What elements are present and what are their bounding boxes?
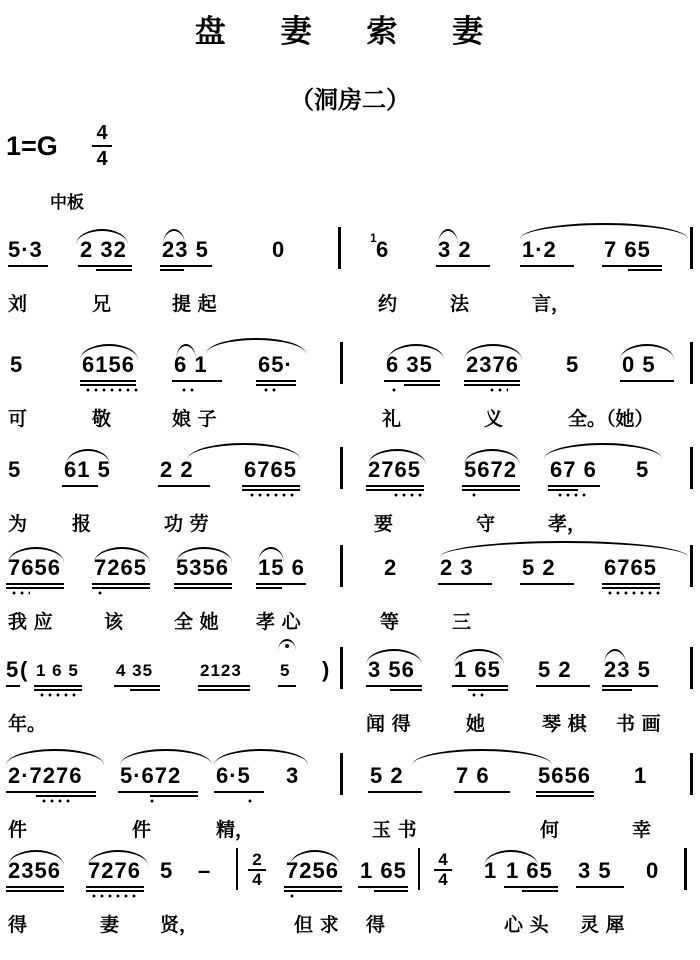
- lyric: 三: [452, 611, 472, 633]
- lyric: 件: [8, 819, 28, 841]
- note: 5: [160, 858, 174, 883]
- note: 3 5: [578, 858, 612, 883]
- key-signature: 1=G: [6, 131, 58, 161]
- time-signature-change: [248, 852, 266, 888]
- note: 5: [280, 661, 291, 680]
- note: 2376: [466, 352, 519, 377]
- lyric: 闻 得: [366, 713, 411, 735]
- note: 5 2: [538, 657, 572, 682]
- note: 23 5: [604, 657, 651, 682]
- note: 7276: [88, 858, 141, 883]
- note: 6765: [244, 457, 297, 482]
- note: 5: [6, 657, 20, 682]
- note: 15 6: [258, 555, 305, 580]
- note: 6: [376, 237, 390, 262]
- lyric: 该: [104, 611, 124, 633]
- lyric: 我 应: [8, 611, 53, 633]
- note: 2 32: [80, 237, 127, 262]
- note: 1: [634, 763, 648, 788]
- lyric: 但 求: [294, 914, 339, 936]
- note: 5 2: [522, 555, 556, 580]
- note: 1 65: [506, 858, 553, 883]
- note: 0 5: [622, 352, 656, 377]
- note: 61 5: [64, 457, 111, 482]
- score-row-6: [0, 753, 700, 863]
- note: 5672: [464, 457, 517, 482]
- note: 5·3: [8, 237, 43, 262]
- time-signature-change: [434, 852, 452, 888]
- time-signature-top: 4: [96, 122, 108, 144]
- time-signature-bottom: 4: [438, 870, 448, 889]
- note: 4 35: [116, 661, 154, 680]
- song-subtitle: （洞房二）: [290, 85, 410, 114]
- lyric: 孝 心: [256, 611, 301, 633]
- note: 7256: [286, 858, 339, 883]
- lyric: 心 头: [504, 914, 549, 936]
- lyric: 义: [484, 408, 504, 430]
- time-signature-bottom: 4: [96, 148, 108, 170]
- note: 6 35: [386, 352, 433, 377]
- lyric: 刘: [8, 293, 28, 315]
- lyric: 年。: [8, 713, 47, 735]
- lyric: 娘 子: [172, 408, 217, 430]
- note: 6·5: [216, 763, 251, 788]
- lyric: 言，: [532, 293, 571, 315]
- score-row-2: [0, 342, 700, 452]
- lyric: 全。（她）: [568, 408, 654, 430]
- score-row-4: [0, 545, 700, 655]
- lyric: 法: [450, 293, 470, 315]
- note: 2123: [200, 661, 242, 680]
- lyric: 兄: [92, 293, 112, 315]
- note: 5: [566, 352, 580, 377]
- note: 23 5: [162, 237, 209, 262]
- lyric: 功 劳: [164, 513, 209, 535]
- grace-note: 1: [370, 231, 377, 245]
- note: –: [198, 858, 212, 883]
- lyric: 何: [540, 819, 560, 841]
- note: 2 2: [160, 457, 194, 482]
- lyric: 可: [8, 408, 28, 430]
- note: 1 6 5: [36, 661, 79, 680]
- song-title: 盘 妻 索 妻: [194, 14, 506, 50]
- time-signature-top: 4: [438, 850, 448, 869]
- lyric: 精，: [216, 819, 255, 841]
- time-signature-top: 2: [252, 850, 262, 869]
- lyric: 报: [72, 513, 92, 535]
- lyric: 她: [466, 713, 486, 735]
- note: 1·2: [522, 237, 557, 262]
- note: 7 65: [604, 237, 651, 262]
- lyric: 为: [8, 513, 28, 535]
- note: 5: [636, 457, 650, 482]
- note: 67 6: [550, 457, 597, 482]
- note: 2·7276: [8, 763, 83, 788]
- note: 6 1: [174, 352, 208, 377]
- lyric: 幸: [632, 819, 652, 841]
- note: 7265: [94, 555, 147, 580]
- lyric: 琴 棋: [542, 713, 587, 735]
- lyric: 全 她: [174, 611, 219, 633]
- lyric: 要: [374, 513, 394, 535]
- lyric: 灵 犀: [580, 914, 625, 936]
- note: ): [322, 657, 331, 682]
- note: 2: [384, 555, 398, 580]
- note: 5: [8, 457, 22, 482]
- lyric: 孝，: [548, 513, 587, 535]
- lyric: 得: [366, 914, 386, 936]
- lyric: 得: [8, 914, 28, 936]
- lyric: 敬: [92, 408, 112, 430]
- note: 7 6: [456, 763, 490, 788]
- note: 6156: [82, 352, 135, 377]
- lyric: 约: [378, 293, 398, 315]
- note: 7656: [8, 555, 61, 580]
- lyric: 件: [132, 819, 152, 841]
- note: 5656: [538, 763, 591, 788]
- note: 2 3: [440, 555, 474, 580]
- note: 1: [484, 858, 498, 883]
- score-row-5: [0, 647, 700, 757]
- note: 1 65: [360, 858, 407, 883]
- tempo-marking: 中板: [50, 193, 84, 213]
- lyric: 妻: [100, 914, 120, 936]
- lyric: 玉 书: [372, 819, 417, 841]
- time-signature-bottom: 4: [252, 870, 262, 889]
- lyric: 守: [476, 513, 496, 535]
- note: 65·: [258, 352, 293, 377]
- note: 3 2: [438, 237, 472, 262]
- note: 5: [10, 352, 24, 377]
- note: 0: [272, 237, 286, 262]
- note: 2356: [8, 858, 61, 883]
- note: 2765: [368, 457, 421, 482]
- score-row-3: [0, 447, 700, 557]
- note: 3 56: [368, 657, 415, 682]
- note: 0: [646, 858, 660, 883]
- lyric: 礼: [382, 408, 402, 430]
- lyric: 提 起: [172, 293, 217, 315]
- note: 5 2: [370, 763, 404, 788]
- note: 3: [286, 763, 300, 788]
- score-row-7: [0, 848, 700, 958]
- note: 6765: [604, 555, 657, 580]
- lyric: 贤，: [160, 914, 199, 936]
- score-row-1: [0, 227, 700, 337]
- lyric: 书 画: [616, 713, 661, 735]
- lyric: 等: [380, 611, 400, 633]
- note: 5·672: [120, 763, 182, 788]
- note: 5356: [176, 555, 229, 580]
- note: (: [20, 657, 29, 682]
- time-signature: [92, 122, 112, 170]
- note: 1 65: [454, 657, 501, 682]
